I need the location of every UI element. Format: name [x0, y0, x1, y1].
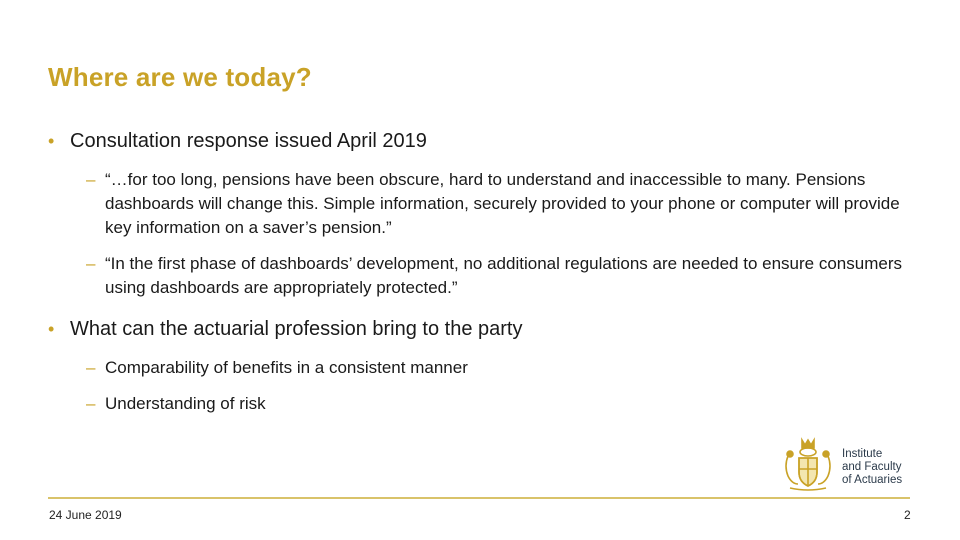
logo-line: of Actuaries	[842, 474, 903, 486]
sub-bullet-item	[48, 356, 908, 380]
bullet-item	[48, 128, 908, 154]
sub-bullet-text: “…for too long, pensions have been obscure, hard to understand and inaccessible to many. Pensions dashboards will change this. Simple information, securely provided to your phone or computer will provide key information on a saver’s pension.”	[105, 170, 900, 237]
bullet-item	[48, 316, 908, 342]
sub-bullet-icon: –	[86, 254, 96, 273]
bullet-icon: •	[48, 319, 55, 339]
sub-bullet-text: “In the first phase of dashboards’ development, no additional regulations are needed to ensure consumers using dashboards are appropriately protected.”	[105, 254, 902, 297]
sub-bullet-text: Understanding of risk	[105, 394, 266, 413]
bullet-list	[48, 128, 908, 416]
logo-line: and Faculty	[842, 461, 902, 473]
logo-text	[842, 448, 902, 487]
sub-bullet-icon: –	[86, 170, 96, 189]
sub-bullet-icon: –	[86, 394, 96, 413]
institute-logo	[780, 436, 915, 492]
logo-line: Institute	[842, 448, 883, 460]
bullet-text: Consultation response issued April 2019	[70, 130, 427, 152]
sub-bullet-item	[48, 168, 905, 240]
sub-bullet-item	[48, 252, 905, 300]
sub-bullet-item	[48, 392, 908, 416]
footer-date: 24 June 2019	[49, 508, 122, 522]
bullet-icon: •	[48, 131, 55, 151]
crest-icon	[780, 436, 836, 492]
page-number: 2	[904, 508, 911, 522]
footer-divider	[48, 497, 910, 499]
sub-bullet-icon: –	[86, 358, 96, 377]
bullet-text: What can the actuarial profession bring to the party	[70, 318, 523, 340]
slide-title: Where are we today?	[48, 62, 312, 92]
sub-bullet-text: Comparability of benefits in a consistent manner	[105, 358, 468, 377]
